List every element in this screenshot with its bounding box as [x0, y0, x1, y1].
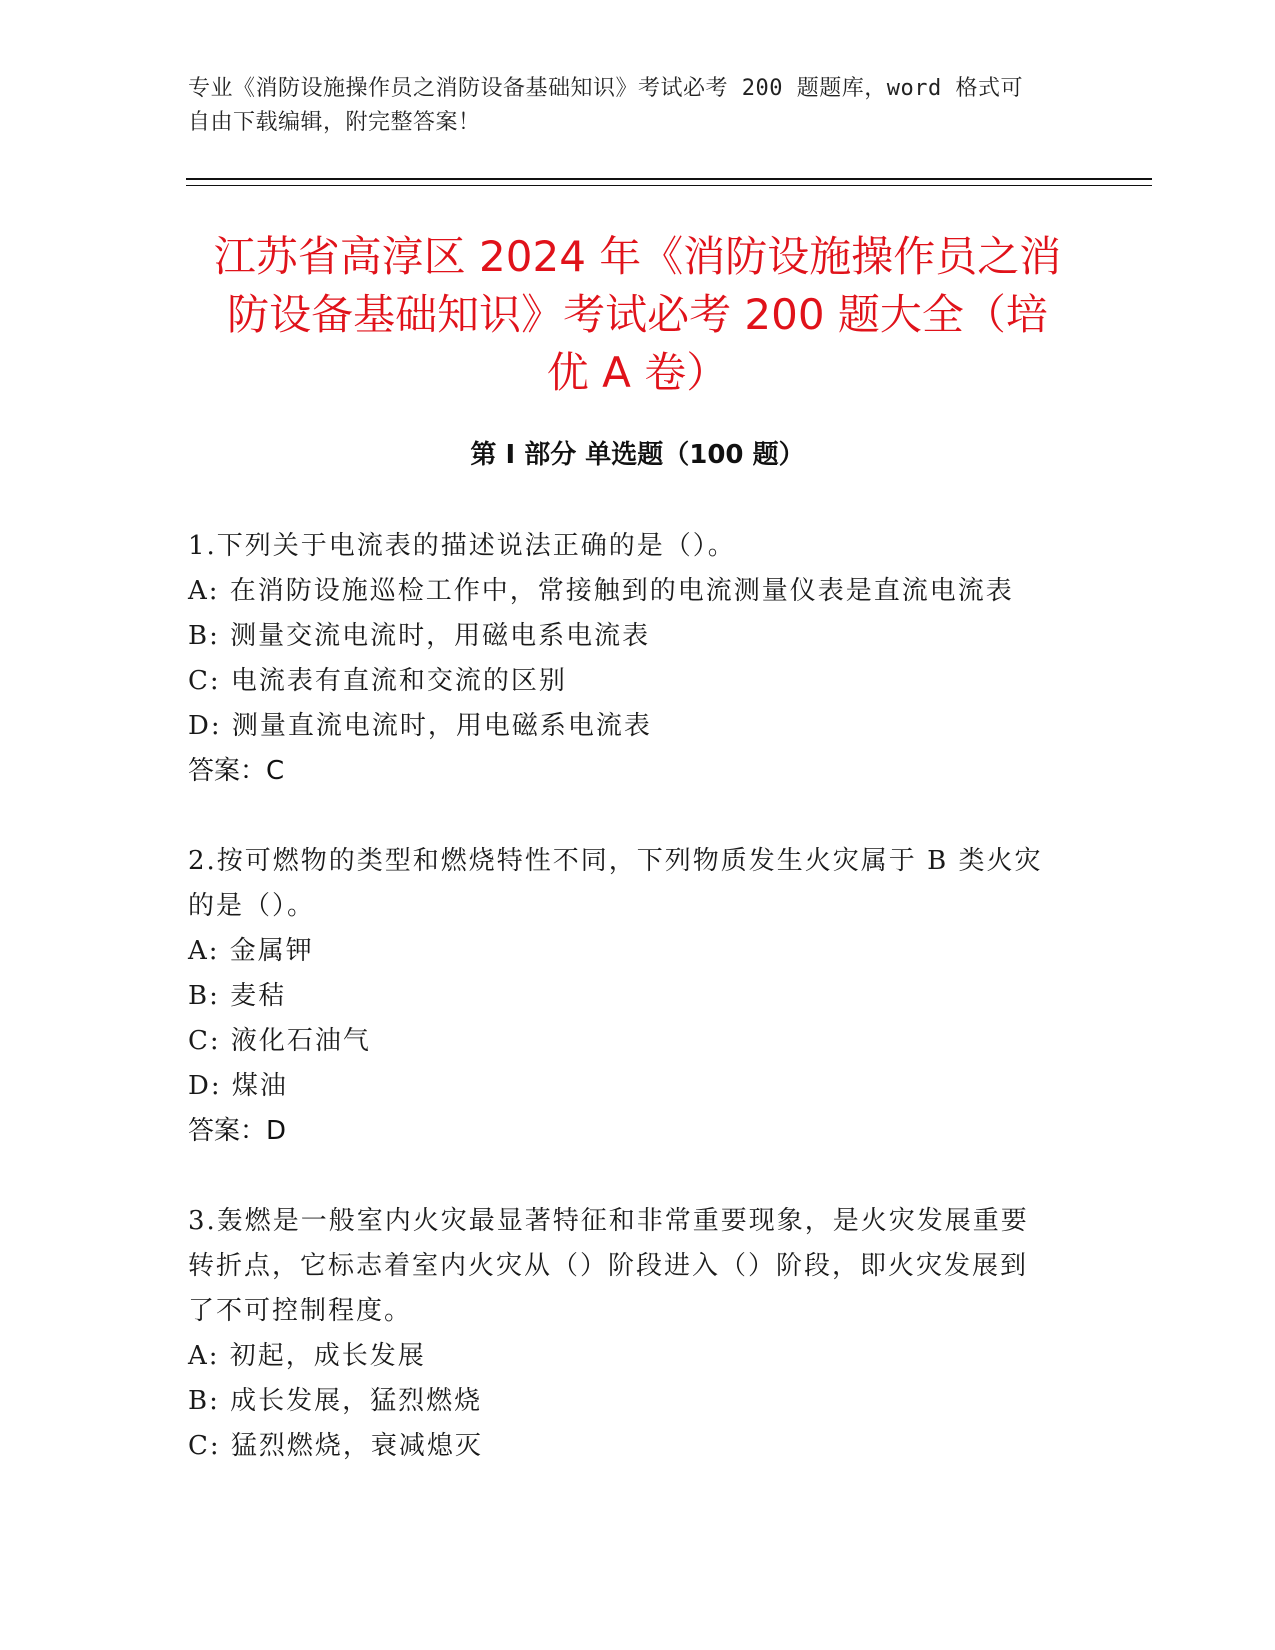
question-3: [188, 1199, 1088, 1469]
header-note-line: 专业《消防设施操作员之消防设备基础知识》考试必考 200 题题库，word 格式可: [188, 76, 1023, 101]
document-title-line: 优 A 卷）: [546, 348, 729, 397]
option-a: A: 金属钾: [188, 936, 314, 966]
option-d: D: 测量直流电流时，用电磁系电流表: [188, 711, 652, 741]
option-b: B: 成长发展，猛烈燃烧: [188, 1386, 483, 1416]
option-c: C: 猛烈燃烧，衰减熄灭: [188, 1431, 483, 1461]
question-text: 2.按可燃物的类型和燃烧特性不同，下列物质发生火灾属于 B 类火灾: [188, 846, 1043, 876]
document-title-line: 江苏省高淳区 2024 年《消防设施操作员之消: [213, 232, 1062, 281]
answer: 答案：D: [188, 1116, 287, 1146]
question-text: 3.轰燃是一般室内火灾最显著特征和非常重要现象，是火灾发展重要: [188, 1206, 1029, 1236]
question-text: 的是（）。: [188, 891, 316, 921]
option-c: C: 电流表有直流和交流的区别: [188, 666, 567, 696]
header-divider-thin: [186, 185, 1152, 186]
header-note-line: 自由下载编辑，附完整答案！: [188, 110, 481, 135]
document-title-line: 防设备基础知识》考试必考 200 题大全（培: [227, 290, 1048, 339]
header-note: [188, 72, 1088, 140]
header-divider-thick: [186, 178, 1152, 180]
document-title: [180, 228, 1095, 402]
option-d: D: 煤油: [188, 1071, 288, 1101]
option-a: A: 初起，成长发展: [188, 1341, 426, 1371]
answer: 答案：C: [188, 756, 285, 786]
option-c: C: 液化石油气: [188, 1026, 371, 1056]
question-text: 了不可控制程度。: [188, 1296, 413, 1326]
section-title: 第 I 部分 单选题（100 题）: [470, 440, 805, 470]
question-text: 转折点，它标志着室内火灾从（）阶段进入（）阶段，即火灾发展到: [188, 1251, 1029, 1281]
question-2: [188, 839, 1088, 1154]
question-text: 1.下列关于电流表的描述说法正确的是（）。: [188, 531, 736, 561]
question-list: [188, 524, 1088, 1514]
option-b: B: 麦秸: [188, 981, 287, 1011]
question-1: [188, 524, 1088, 794]
option-a: A: 在消防设施巡检工作中，常接触到的电流测量仪表是直流电流表: [188, 576, 1014, 606]
option-b: B: 测量交流电流时，用磁电系电流表: [188, 621, 651, 651]
